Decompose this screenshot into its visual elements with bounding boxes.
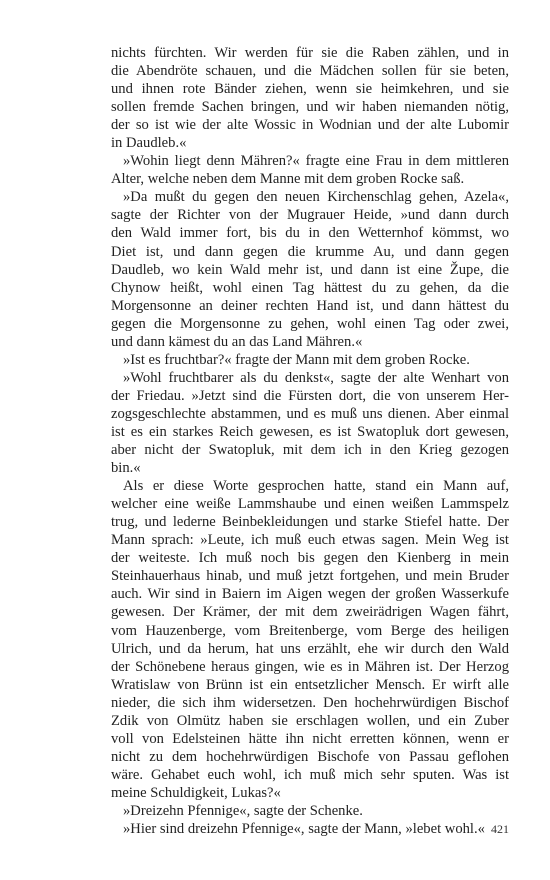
page-body	[111, 44, 509, 838]
text-line: die Abendröte schauen, und die Mädchen sollen für sie beten,	[111, 63, 509, 80]
text-line: sagte der Richter von der Mugrauer Heide, »und dann durch	[111, 207, 509, 224]
text-line: und ihnen rote Bänder ziehen, wenn sie heimkehren, und sie	[111, 81, 509, 98]
text-line: Mann sprach: »Leute, ich muß euch etwas sagen. Mein Weg ist	[111, 532, 509, 549]
text-line: nieder, die sich ihm widersetzen. Den hochehrwürdigen Bischof	[111, 694, 509, 711]
text-line: ist es ein starkes Reich gewesen, es ist Swatopluk dort gewesen,	[111, 423, 509, 440]
paragraph	[111, 152, 509, 188]
text-line: Chynow heißt, wohl einen Tag hättest du zu gehen, da die	[111, 279, 509, 296]
text-line: nicht zu dem hochehrwürdigen Bischofe von Passau geflohen	[111, 748, 509, 765]
text-line: und dann kämest du an das Land Mähren.«	[111, 333, 363, 350]
text-line: Wratislaw von Brünn ist ein entsetzlicher Mensch. Er wirft alle	[111, 676, 509, 693]
text-line: bin.«	[111, 460, 141, 477]
paragraph	[111, 477, 509, 802]
text-line: »Hier sind dreizehn Pfennige«, sagte der Mann, »lebet wohl.«	[123, 821, 485, 838]
text-line: Morgensonne an deiner rechten Hand ist, und dann hättest du	[111, 297, 509, 314]
paragraph	[111, 802, 509, 820]
text-line: Alter, welche neben dem Manne mit dem groben Rocke saß.	[111, 171, 465, 188]
text-line: Ulrich, und da herum, hat uns erzählt, ehe wir durch den Wald	[111, 640, 509, 657]
text-line: Diet ist, und dann gegen die krumme Au, und dann gegen	[111, 243, 509, 260]
text-line: »Ist es fruchtbar?« fragte der Mann mit dem groben Rocke.	[123, 351, 470, 368]
paragraph	[111, 44, 509, 152]
paragraph	[111, 820, 509, 838]
text-line: »Dreizehn Pfennige«, sagte der Schenke.	[123, 802, 363, 819]
text-line: meine Schuldigkeit, Lukas?«	[111, 784, 281, 801]
text-line: gegen die Morgensonne zu gehen, wohl einen Tag oder zwei,	[111, 315, 509, 332]
paragraph	[111, 351, 509, 369]
text-line: »Da mußt du gegen den neuen Kirchenschlag gehen, Azela«,	[123, 189, 509, 206]
text-line: den Wald immer fort, bis du in den Wetternhof kömmst, wo	[111, 225, 509, 242]
text-line: trug, und lederne Beinbekleidungen und starke Stiefel hatte. Der	[111, 514, 509, 531]
text-line: wäre. Gehabet euch wohl, ich muß mich sehr sputen. Was ist	[111, 766, 509, 783]
text-line: auch. Wir sind in Baiern im Aigen wegen der großen Wasserkufe	[111, 586, 509, 603]
text-line: voll von Edelsteinen hätte ihn nicht erretten können, wenn er	[111, 730, 509, 747]
text-line: Daudleb, wo kein Wald mehr ist, und dann ist eine Župe, die	[111, 261, 509, 278]
text-line: gewesen. Der Krämer, der mit dem zweirädrigen Wagen fährt,	[111, 604, 509, 621]
text-line: Zdik von Olmütz haben sie erschlagen wollen, und ein Zuber	[111, 712, 509, 729]
text-line: aber nicht der Swatopluk, mit dem ich in den Krieg gezogen	[111, 442, 509, 459]
text-line: zogsgeschlechte abstammen, und es muß uns dienen. Aber einmal	[111, 405, 509, 422]
text-line: der so ist wie der alte Wossic in Wodnian und der alte Lubomir	[111, 117, 509, 134]
paragraph	[111, 188, 509, 350]
text-line: Als er diese Worte gesprochen hatte, stand ein Mann auf,	[123, 478, 509, 495]
text-line: Steinhauerhaus hinab, und muß jetzt fortgehen, und mein Bruder	[111, 568, 509, 585]
text-line: vom Hauzenberge, vom Breitenberge, vom Berge des heiligen	[111, 622, 509, 639]
text-line: in Daudleb.«	[111, 135, 187, 152]
text-line: der Friedau. »Jetzt sind die Fürsten dort, die von unserem Her-	[111, 387, 509, 404]
text-line: der Schönebene heraus gingen, wie es in Mähren ist. Der Herzog	[111, 658, 509, 675]
text-line: welcher eine weiße Lammshaube und einen weißen Lammspelz	[111, 496, 509, 513]
text-line: der weiteste. Ich muß noch bis gegen den Kienberg in mein	[111, 550, 509, 567]
text-line: »Wohl fruchtbarer als du denkst«, sagte der alte Wenhart von	[123, 369, 509, 386]
text-line: nichts fürchten. Wir werden für sie die Raben zählen, und in	[111, 45, 509, 61]
text-line: »Wohin liegt denn Mähren?« fragte eine Frau in dem mittleren	[123, 153, 509, 170]
page-number: 421	[491, 822, 509, 836]
text-line: sollen fremde Sachen bringen, und wir haben niemanden nötig,	[111, 99, 509, 116]
paragraph	[111, 369, 509, 477]
